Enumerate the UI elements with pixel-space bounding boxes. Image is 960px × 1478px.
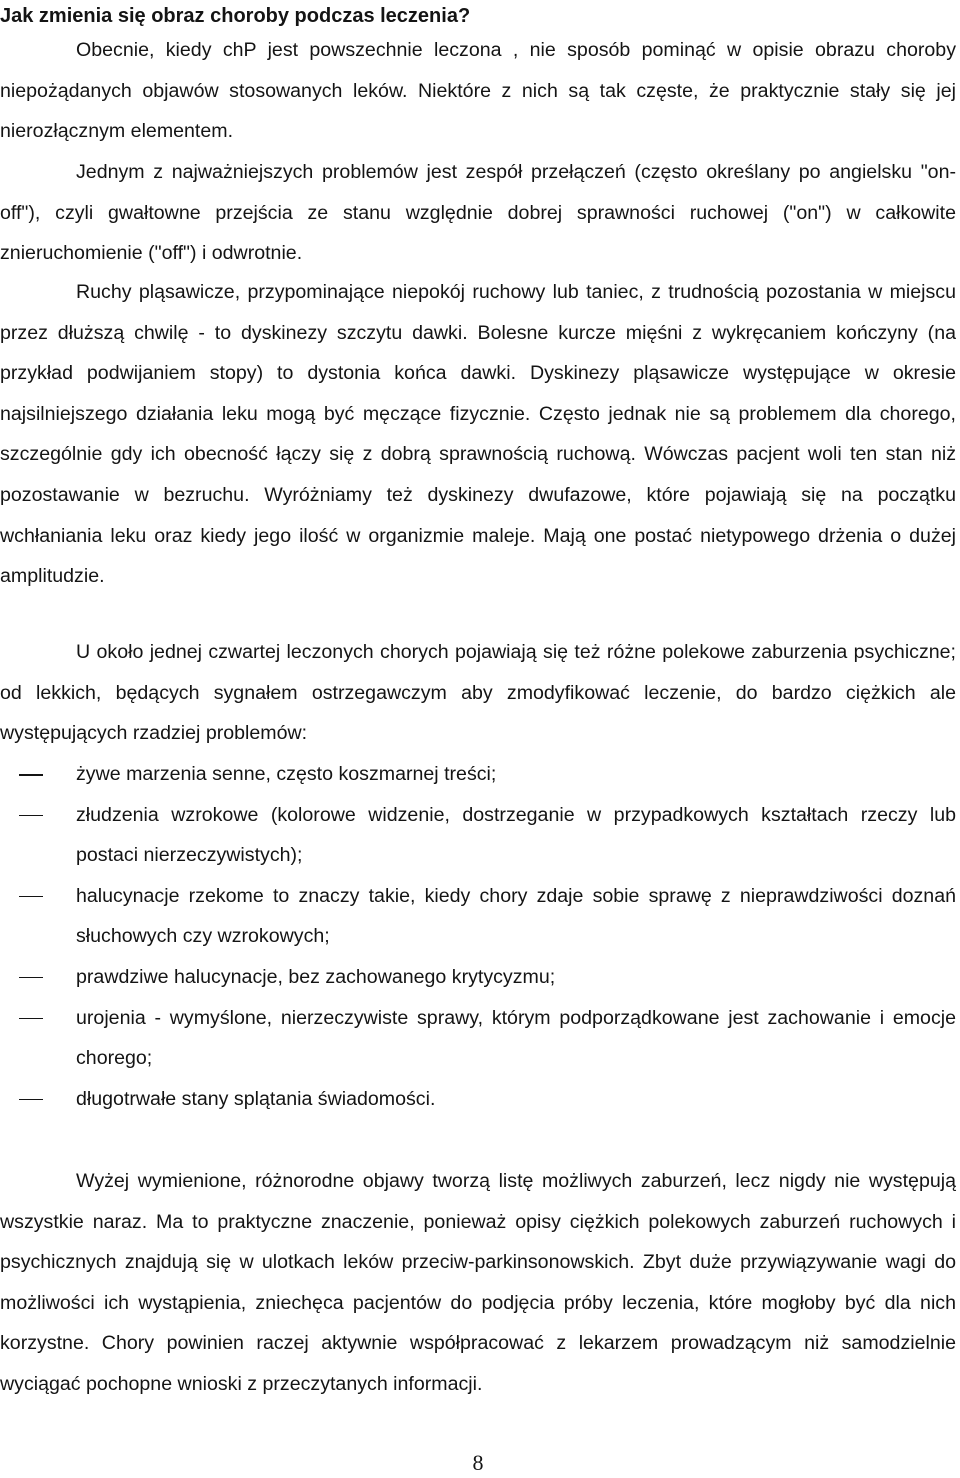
list-item	[0, 795, 956, 876]
dash-bullet-icon	[19, 977, 43, 979]
symptom-list	[0, 754, 956, 1119]
list-item	[0, 998, 956, 1079]
dash-bullet-icon	[19, 1018, 43, 1020]
page-number: 8	[472, 1450, 484, 1475]
list-item-text: prawdziwe halucynacje, bez zachowanego krytycyzmu;	[76, 965, 556, 988]
paragraph-intro: Obecnie, kiedy chP jest powszechnie leczona , nie sposób pominąć w opisie obrazu choroby niepożądanych objawów stosowanych leków. Niektóre z nich są tak częste, że praktycznie stały się jej nierozłącznym elementem.	[0, 39, 956, 143]
dash-bullet-icon	[19, 896, 43, 898]
list-item-text: długotrwałe stany splątania świadomości.	[76, 1087, 436, 1110]
list-item	[0, 957, 956, 998]
paragraph-psychiatric: U około jednej czwartej leczonych chorych pojawiają się też różne polekowe zaburzenia psychiczne; od lekkich, będących sygnałem ostrzegawczym aby zmodyfikować leczenie, do bardzo ciężkich ale występujących rzadziej problemów:	[0, 641, 956, 745]
dash-bullet-icon	[19, 1099, 43, 1101]
dash-bullet-icon	[19, 774, 43, 776]
list-item-text: halucynacje rzekome to znaczy takie, kiedy chory zdaje sobie sprawę z nieprawdziwości doznań słuchowych czy wzrokowych;	[76, 884, 956, 948]
list-item-text: żywe marzenia senne, często koszmarnej treści;	[76, 763, 497, 785]
list-item-text: urojenia - wymyślone, nierzeczywiste sprawy, którym podporządkowane jest zachowanie i emocje chorego;	[76, 1006, 956, 1070]
list-item	[0, 1079, 956, 1120]
dash-bullet-icon	[19, 815, 43, 817]
paragraph-dyskinesia: Ruchy pląsawicze, przypominające niepokój ruchowy lub taniec, z trudnością pozostania w miejscu przez dłuższą chwilę - to dyskinezy szczytu dawki. Bolesne kurcze mięśni z wykręcaniem kończyny (na przykład podwijaniem stopy) to dystonia końca dawki. Dyskinezy pląsawicze występujące w okresie najsilniejszego działania leku mogą być męczące fizycznie. Często jednak nie są problemem dla chorego, szczególnie gdy ich obecność łączy się z dobrą sprawnością ruchową. Wówczas pacjent woli ten stan niż pozostawanie w bezruchu. Wyróżniamy też dyskinezy dwufazowe, które pojawiają się na początku wchłaniania leku oraz kiedy jego ilość w organizmie maleje. Mają one postać nietypowego drżenia o dużej amplitudzie.	[0, 281, 956, 588]
list-item-text: złudzenia wzrokowe (kolorowe widzenie, dostrzeganie w przypadkowych kształtach rzeczy lub postaci nierzeczywistych);	[76, 803, 956, 867]
list-item	[0, 754, 956, 795]
section-heading: Jak zmienia się obraz choroby podczas leczenia?	[0, 5, 471, 27]
paragraph-on-off: Jednym z najważniejszych problemów jest zespół przełączeń (często określany po angielsku "on-off"), czyli gwałtowne przejścia ze stanu względnie dobrej sprawności ruchowej ("on") w całkowite znieruchomienie ("off") i odwrotnie.	[0, 161, 956, 265]
list-item	[0, 876, 956, 957]
paragraph-closing: Wyżej wymienione, różnorodne objawy tworzą listę możliwych zaburzeń, lecz nigdy nie występują wszystkie naraz. Ma to praktyczne znaczenie, ponieważ opisy ciężkich polekowych zaburzeń ruchowych i psychicznych znajdują się w ulotkach leków przeciw-parkinsonowskich. Zbyt duże przywiązywanie wagi do możliwości ich wystąpienia, zniechęca pacjentów do podjęcia próby leczenia, które mogłoby być dla nich korzystne. Chory powinien raczej aktywnie współpracować z lekarzem prowadzącym niż samodzielnie wyciągać pochopne wnioski z przeczytanych informacji.	[0, 1170, 956, 1395]
